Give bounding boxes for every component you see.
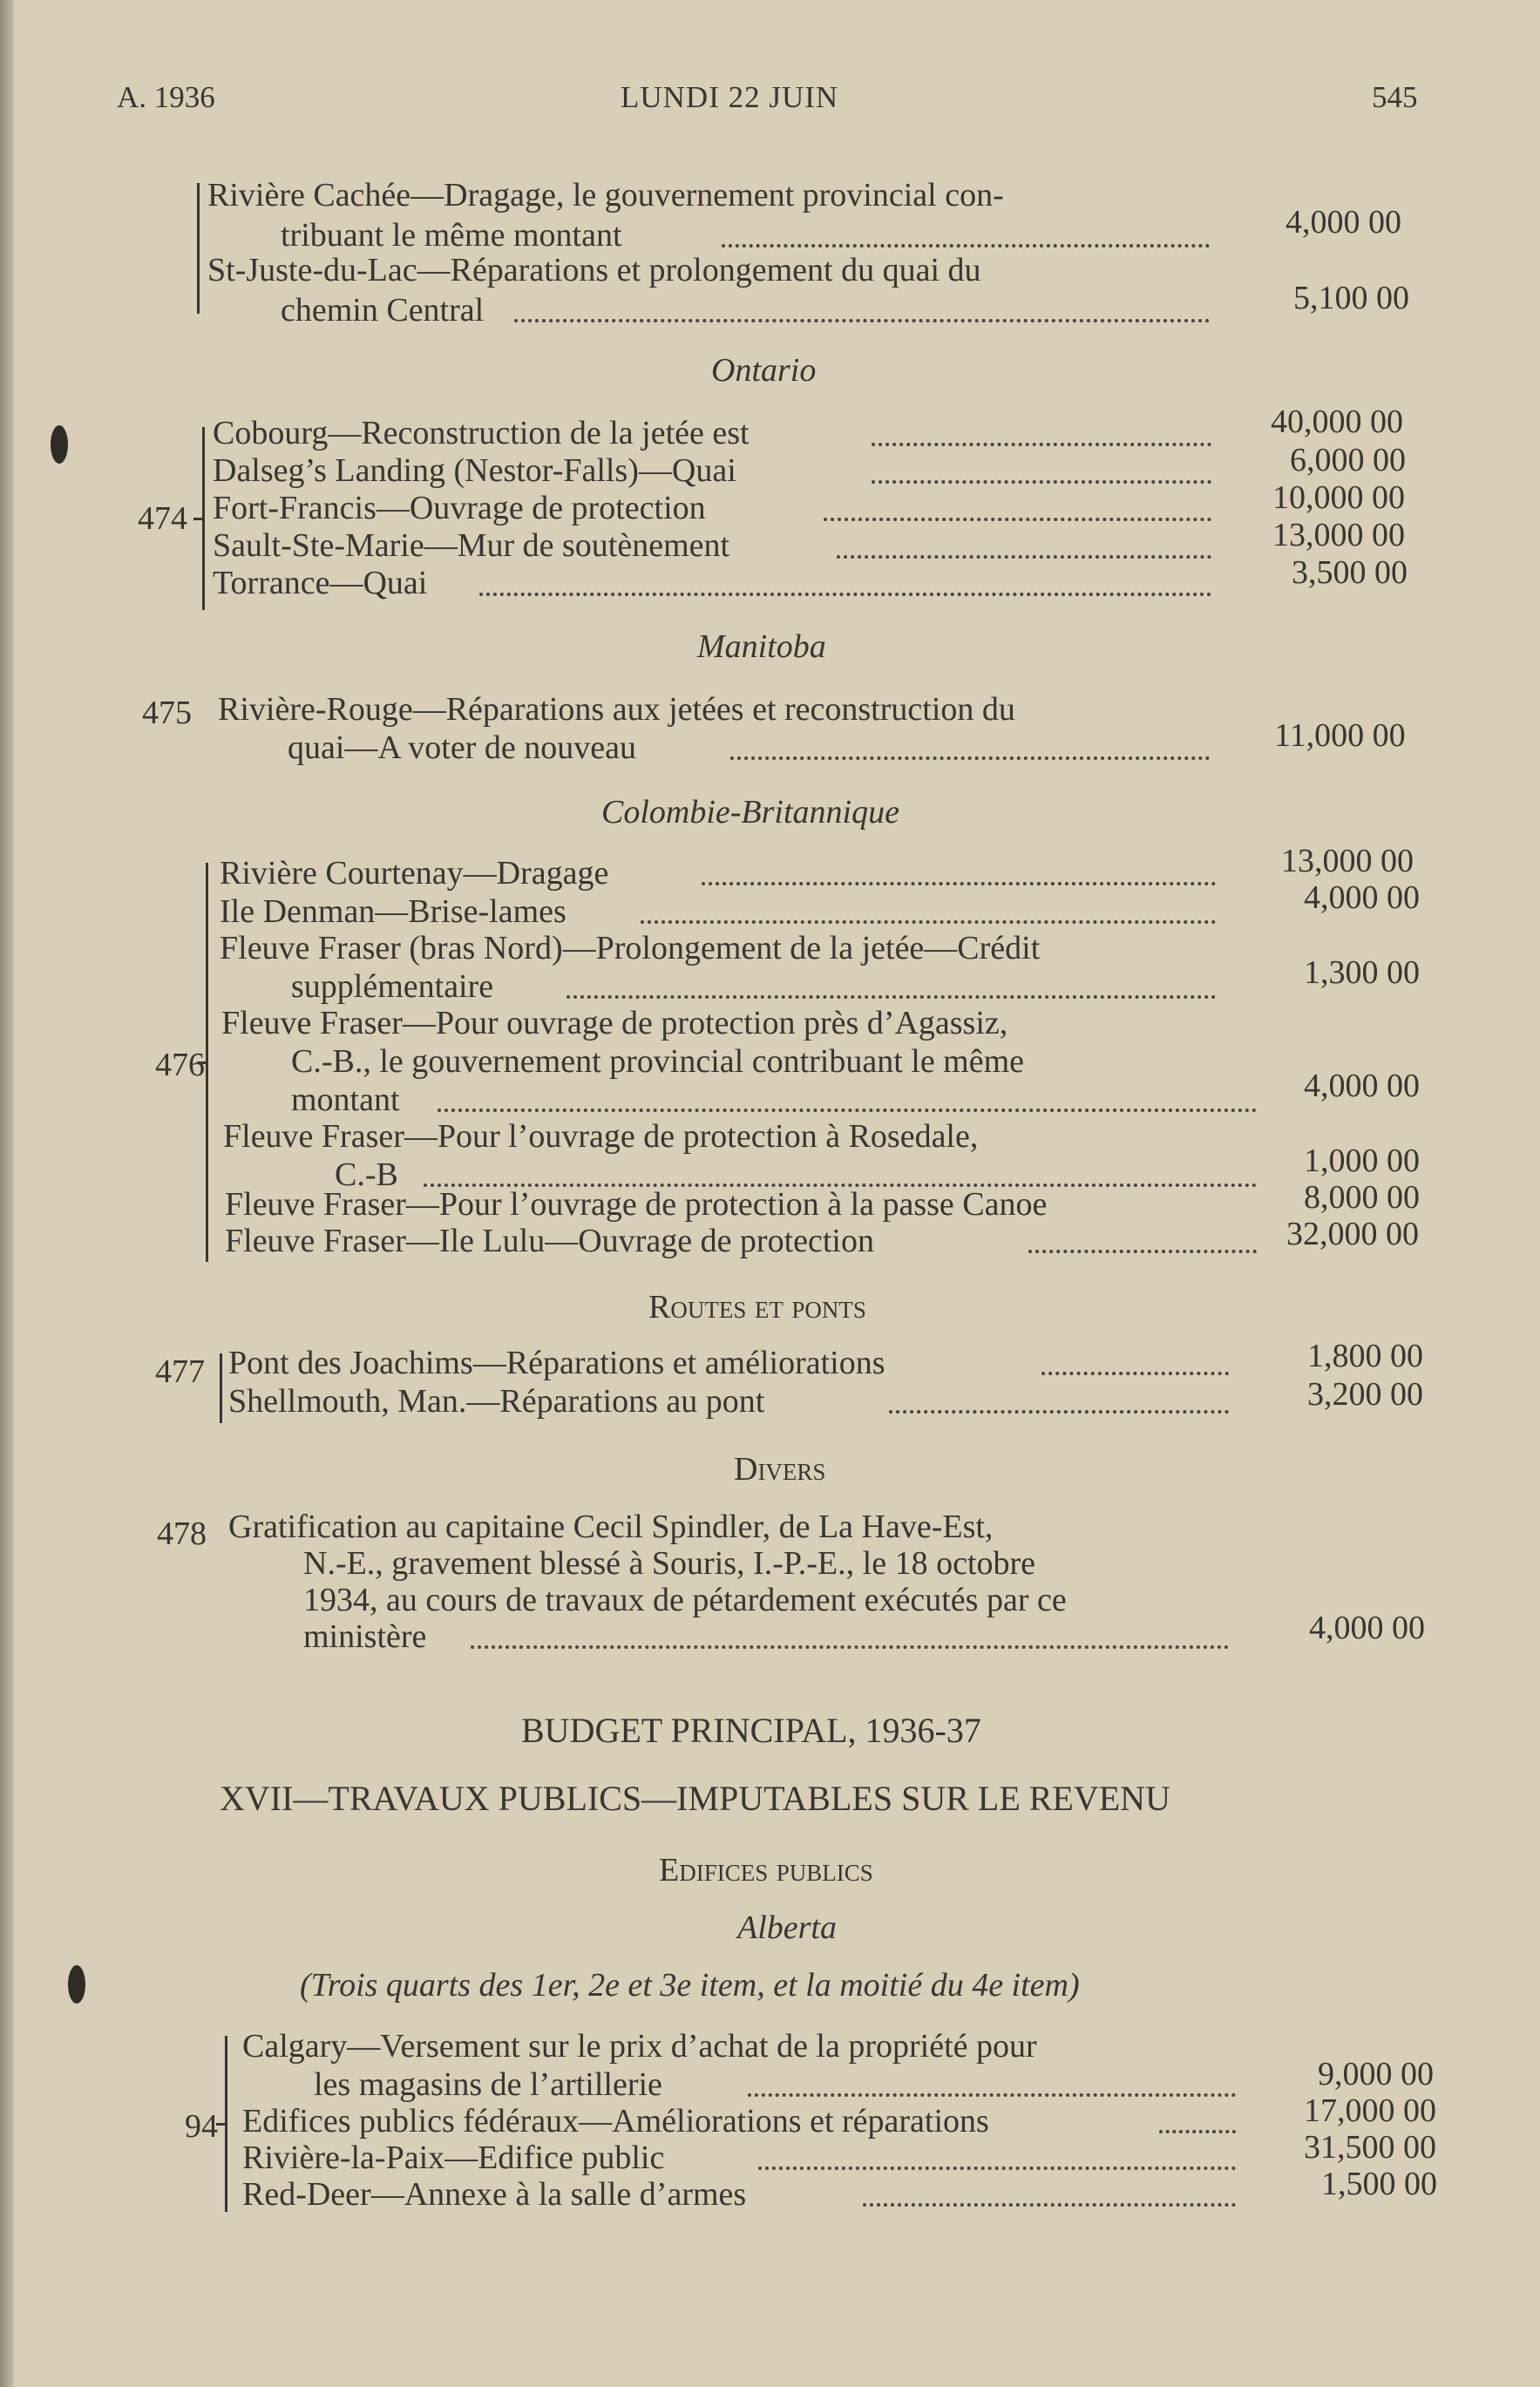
item-line: Red-Deer—Annexe à la salle d’armes [242, 2176, 747, 2213]
section-heading-alberta: Alberta [737, 1909, 837, 1946]
dot-leader [889, 1410, 1229, 1414]
amount: 1,800 00 [1307, 1338, 1423, 1374]
dot-leader [1159, 2130, 1236, 2133]
item-line: Fleuve Fraser—Pour l’ouvrage de protection à Rosedale, [223, 1118, 979, 1155]
vote-number: 477 [155, 1353, 205, 1390]
dot-leader [863, 2203, 1236, 2207]
header-year: A. 1936 [117, 80, 215, 114]
item-line: quai—A voter de nouveau [288, 729, 636, 766]
brace-tick [216, 2123, 225, 2126]
vote-number: 476 [155, 1047, 205, 1083]
brace-tick [193, 518, 202, 520]
dot-leader [722, 244, 1210, 248]
item-line: Rivière Cachée—Dragage, le gouvernement provincial con- [207, 177, 1004, 214]
item-line: Cobourg—Reconstruction de la jetée est [213, 415, 750, 451]
vote-number: 94 [185, 2108, 218, 2145]
item-line: Dalseg’s Landing (Nestor-Falls)—Quai [213, 452, 736, 489]
item-line: Rivière-la-Paix—Edifice public [242, 2139, 665, 2176]
dot-leader [438, 1109, 1257, 1112]
item-line: Fort-Francis—Ouvrage de protection [213, 490, 706, 526]
item-line: Fleuve Fraser—Pour ouvrage de protection près d’Agassiz, [221, 1005, 1008, 1041]
item-line: Gratification au capitaine Cecil Spindler, de La Have-Est, [228, 1509, 994, 1545]
item-line: Fleuve Fraser (bras Nord)—Prolongement de la jetée—Crédit [220, 930, 1041, 966]
item-line: Sault-Ste-Marie—Mur de soutènement [213, 527, 730, 564]
amount: 11,000 00 [1274, 717, 1406, 754]
section-heading-divers: Divers [734, 1451, 826, 1488]
dot-leader [1028, 1250, 1257, 1253]
item-line: St-Juste-du-Lac—Réparations et prolongement du quai du [207, 252, 981, 288]
item-line: Edifices publics fédéraux—Améliorations et réparations [242, 2103, 989, 2139]
item-line: Rivière Courtenay—Dragage [220, 855, 609, 892]
dot-leader [824, 518, 1211, 521]
amount: 1,300 00 [1304, 954, 1420, 991]
item-line: supplémentaire [291, 968, 494, 1005]
brace-tick [197, 1061, 206, 1064]
section-heading-edifices: Edifices publics [659, 1852, 873, 1889]
item-line: 1934, au cours de travaux de pétardement exécutés par ce [303, 1582, 1067, 1618]
brace [220, 1353, 222, 1423]
amount: 9,000 00 [1318, 2056, 1434, 2092]
amount: 13,000 00 [1281, 843, 1414, 879]
amount: 40,000 00 [1271, 403, 1403, 440]
dot-leader [758, 2167, 1236, 2170]
item-line: Calgary—Versement sur le prix d’achat de la propriété pour [242, 2028, 1037, 2065]
section-heading-manitoba: Manitoba [697, 628, 826, 665]
dot-leader [702, 882, 1216, 885]
budget-note: (Trois quarts des 1er, 2e et 3e item, et la moitié du 4e item) [300, 1967, 1080, 2004]
amount: 1,000 00 [1304, 1143, 1420, 1179]
budget-subtitle: XVII—TRAVAUX PUBLICS—IMPUTABLES SUR LE REVENU [220, 1779, 1170, 1818]
item-line: ministère [303, 1618, 427, 1655]
binding-hole [51, 425, 68, 464]
amount: 10,000 00 [1272, 479, 1405, 516]
amount: 1,500 00 [1321, 2166, 1437, 2202]
amount: 4,000 00 [1304, 1068, 1420, 1104]
dot-leader [479, 593, 1211, 596]
dot-leader [748, 2093, 1236, 2097]
item-line: chemin Central [281, 292, 485, 329]
item-line: Shellmouth, Man.—Réparations au pont [228, 1383, 765, 1420]
amount: 4,000 00 [1286, 204, 1401, 241]
amount: 17,000 00 [1304, 2092, 1436, 2129]
vote-number: 475 [142, 695, 192, 731]
item-line: les magasins de l’artillerie [314, 2066, 662, 2103]
item-line: Pont des Joachims—Réparations et améliorations [228, 1345, 885, 1381]
dot-leader [471, 1645, 1229, 1649]
item-line: montant [291, 1082, 400, 1118]
dot-leader [1041, 1372, 1229, 1375]
brace [225, 2036, 227, 2212]
amount: 5,100 00 [1293, 280, 1409, 316]
brace [206, 863, 208, 1262]
header-date: LUNDI 22 JUIN [621, 80, 839, 114]
item-line: N.-E., gravement blessé à Souris, I.-P.-E., le 18 octobre [303, 1545, 1036, 1582]
item-line: Rivière-Rouge—Réparations aux jetées et reconstruction du [218, 691, 1015, 728]
item-line: Fleuve Fraser—Pour l’ouvrage de protection à la passe Canoe [225, 1186, 1048, 1223]
amount: 32,000 00 [1286, 1216, 1419, 1252]
binding-hole [68, 1965, 85, 2004]
budget-title: BUDGET PRINCIPAL, 1936-37 [521, 1711, 981, 1750]
dot-leader [641, 920, 1216, 924]
section-heading-bc: Colombie-Britannique [601, 794, 899, 831]
amount: 13,000 00 [1272, 517, 1405, 553]
amount: 4,000 00 [1304, 879, 1420, 916]
section-heading-routes: Routes et ponts [648, 1289, 866, 1326]
item-line: Ile Denman—Brise-lames [220, 893, 566, 930]
dot-leader [837, 555, 1211, 559]
dot-leader [872, 443, 1211, 446]
item-line: C.-B [335, 1156, 398, 1193]
dot-leader [514, 319, 1210, 322]
amount: 3,500 00 [1292, 554, 1408, 591]
dot-leader [872, 480, 1211, 484]
amount: 31,500 00 [1304, 2129, 1436, 2166]
item-line: Fleuve Fraser—Ile Lulu—Ouvrage de protection [225, 1223, 874, 1259]
item-line: tribuant le même montant [281, 217, 622, 254]
brace [202, 427, 205, 610]
dot-leader [730, 756, 1210, 760]
vote-number: 474 [138, 500, 187, 537]
amount: 8,000 00 [1304, 1179, 1420, 1216]
amount: 6,000 00 [1290, 442, 1406, 478]
amount: 4,000 00 [1309, 1610, 1425, 1646]
item-line: C.-B., le gouvernement provincial contribuant le même [291, 1043, 1025, 1080]
page-spine [0, 0, 14, 2387]
vote-number: 478 [157, 1516, 207, 1552]
page-number: 545 [1372, 80, 1418, 114]
section-heading-ontario: Ontario [711, 352, 817, 389]
dot-leader [566, 995, 1216, 999]
amount: 3,200 00 [1307, 1376, 1423, 1413]
brace [197, 183, 200, 314]
item-line: Torrance—Quai [213, 565, 428, 601]
